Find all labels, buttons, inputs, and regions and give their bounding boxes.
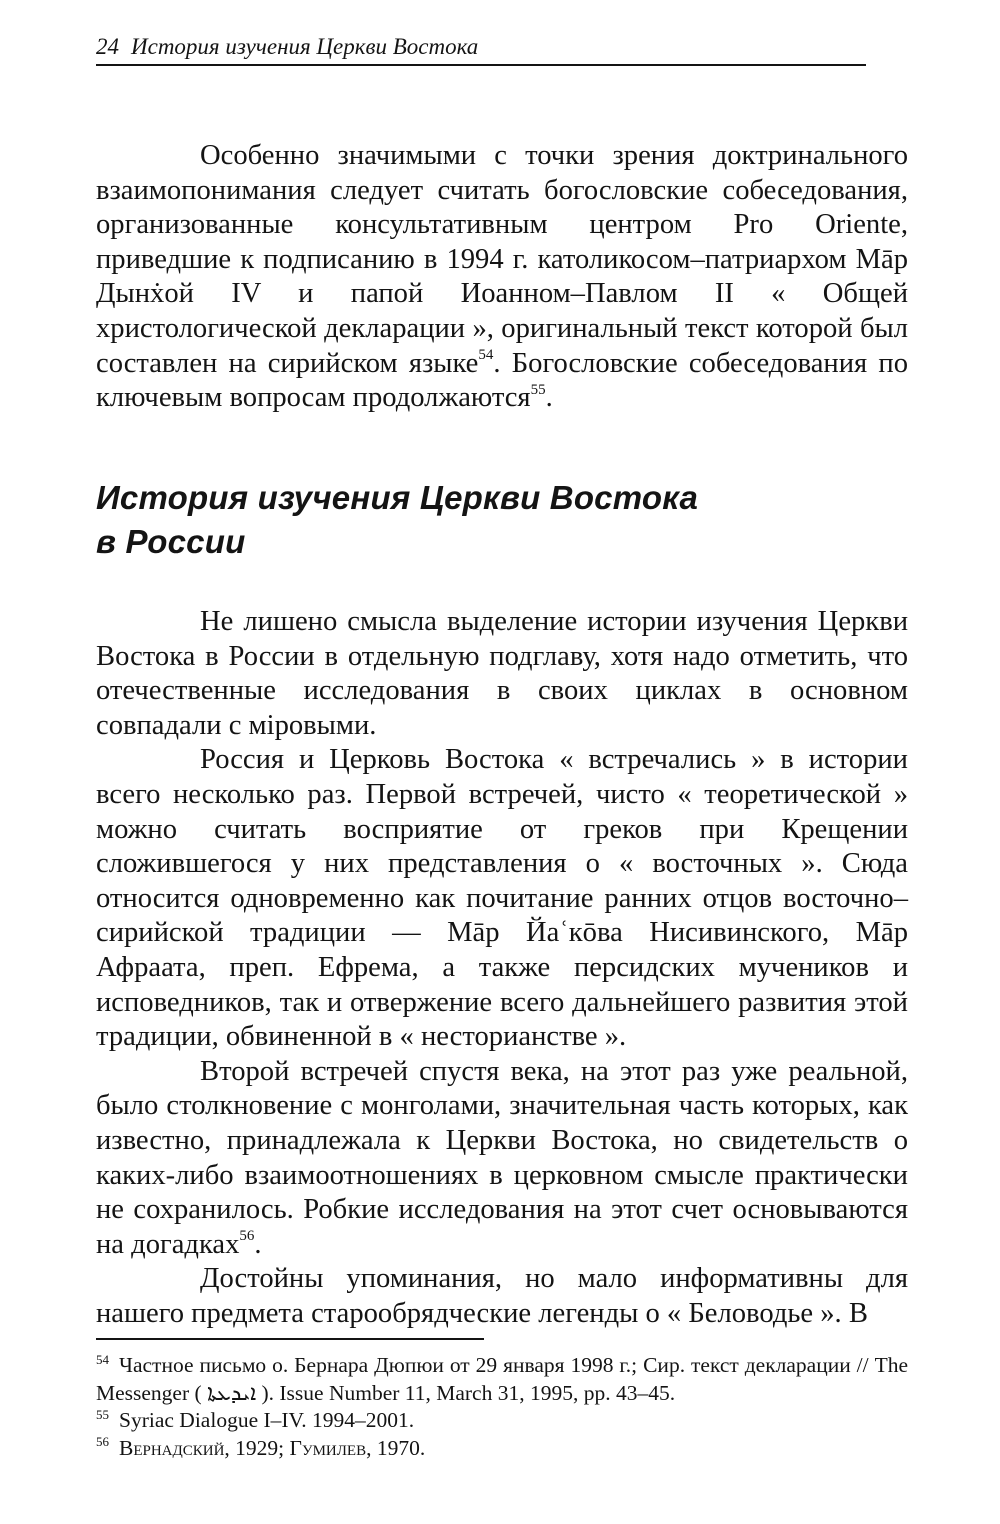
paragraph-4: Достойны упоминания, но мало информативны для нашего предмета старообрядческие легенды о « Беловодье ». В	[96, 1263, 908, 1329]
section-heading	[96, 476, 896, 564]
footnote-text: Частное письмо о. Бернара Дюпюи от 29 января 1998 г.; Сир. текст декларации // The Messenger ( ܐܝܕܥܬܐ ). Issue Number 11, March 31, 1995, pp. 43–45.	[96, 1353, 908, 1405]
footnote-mark: 54	[96, 1351, 109, 1367]
footnote-mark: 55	[96, 1406, 109, 1422]
intro-paragraph	[96, 139, 908, 416]
paragraph-2: Россия и Церковь Востока « встречались » в истории всего несколько раз. Первой встречей, чисто « теоретической » можно считать восприятие от греков при Крещении сложившегося у них представления о « восточных ». Сюда относится одновременно как почитание ранних отцов восточно–сирийской традиции — Мāр Йаʿкōва Нисивинского, Мāр Афраата, преп. Ефрема, а также персидских мучеников и исповедников, так и отвержение всего дальнейшего развития этой традиции, обвиненной в « несторианстве ».	[96, 744, 908, 1053]
paragraph-3-end: .	[254, 1228, 262, 1260]
section-heading-line1: История изучения Церкви Востока	[96, 479, 699, 516]
running-title: История изучения Церкви Востока	[131, 34, 479, 59]
footnote-text: Syriac Dialogue I–IV. 1994–2001.	[119, 1408, 415, 1432]
footnote-55	[96, 1407, 908, 1435]
intro-text: Особенно значимыми с точки зрения доктринального взаимопонимания следует считать богословские собеседования, организованные консультативным центром Pro Oriente, приведшие к подписанию в 1994 г. католикосом–патриархом Мāр Дынẋой IV и папой Иоанном–Павлом II « Общей христологической декларации », оригинальный текст которой был составлен на сирийском языке	[96, 140, 908, 379]
paragraph-1: Не лишено смысла выделение истории изучения Церкви Востока в России в отдельную подглаву, хотя надо отметить, что отечественные исследования в своих циклах в основном совпадали с міровыми.	[96, 606, 908, 741]
footnote-ref-54[interactable]: 54	[478, 347, 494, 364]
section-heading-line2: в России	[96, 523, 246, 560]
footnote-ref-56[interactable]: 56	[239, 1228, 255, 1245]
paragraph-3	[96, 1055, 908, 1263]
footnote-56	[96, 1435, 908, 1463]
footnote-mark: 56	[96, 1434, 109, 1450]
section-body	[96, 605, 908, 1331]
paragraph-3-text: Второй встречей спустя века, на этот раз уже реальной, было столкновение с монголами, значительная часть которых, как известно, принадлежала к Церкви Востока, но свидетельств о каких-либо взаимоотношениях в церковном смысле практически не сохранилось. Робкие исследования на этот счет основываются на догадках	[96, 1055, 908, 1260]
footnote-divider	[96, 1338, 484, 1340]
intro-text-end: .	[545, 382, 553, 414]
footnotes	[96, 1352, 908, 1462]
footnote-54	[96, 1352, 908, 1407]
intro-section	[96, 139, 908, 416]
intro-text-continued: . Богословские собеседования по ключевым вопросам продолжаются	[96, 347, 908, 414]
page-number: 24	[96, 34, 119, 59]
footnote-ref-55[interactable]: 55	[530, 381, 546, 398]
footnote-text: Вернадский, 1929; Гумилев, 1970.	[119, 1435, 426, 1460]
running-header	[96, 30, 866, 66]
